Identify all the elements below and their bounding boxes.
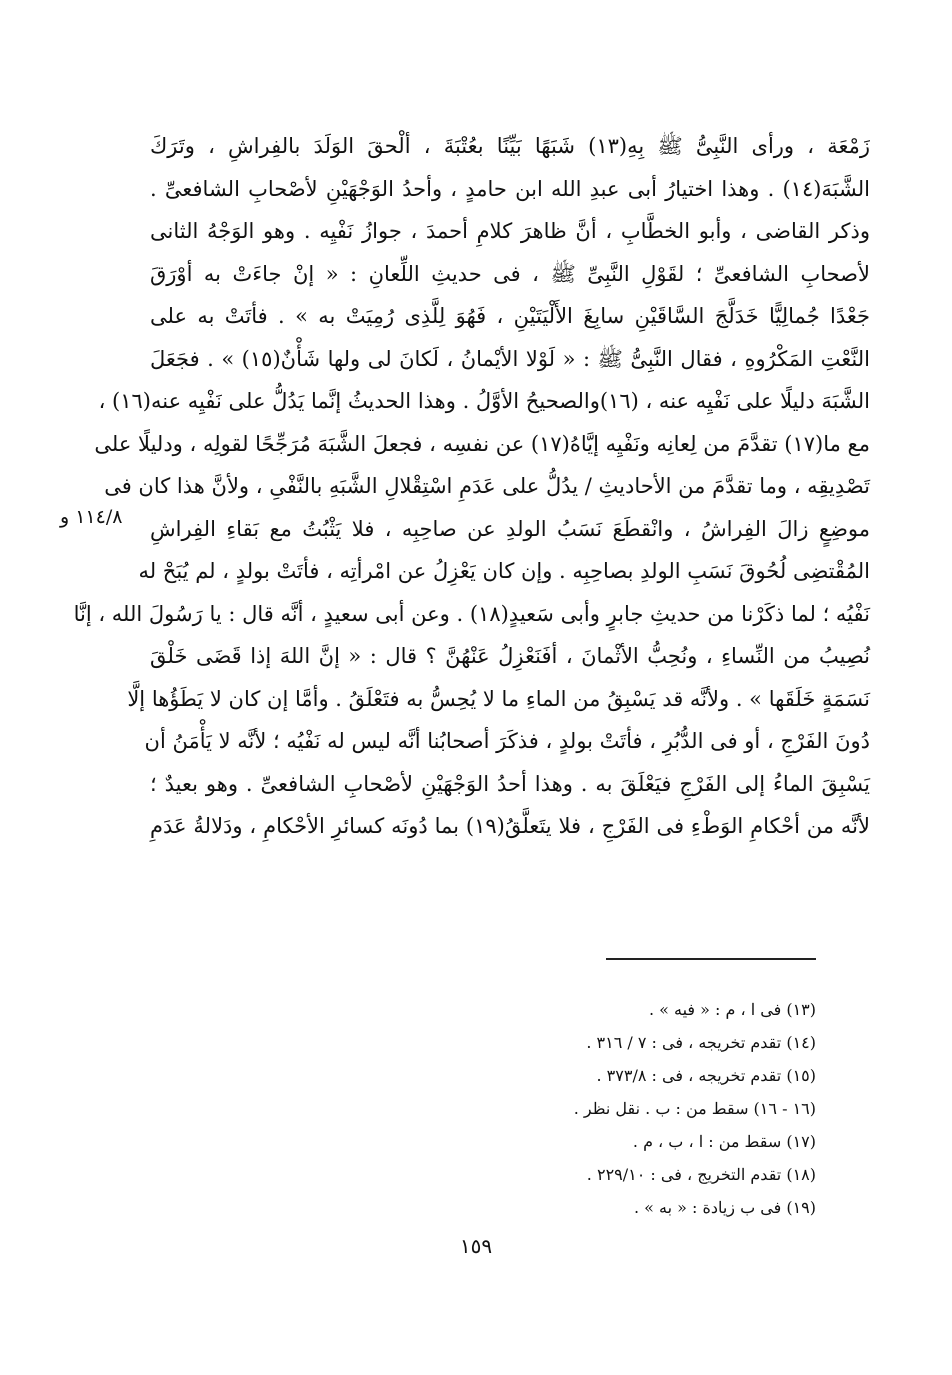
- footnote: (١٣) فى ا ، م : « فيه » .: [648, 1000, 816, 1019]
- text-line: مع ما(١٧) تقدَّمَ من لِعانِه ونَفْيِه إيَّاهُ(١٧) عن نفسِه ، فجعلَ الشَّبَهَ مُرَجِّحًا لقولِه ، ودليلًا على: [94, 431, 870, 456]
- text-line: يَسْبِقَ الماءُ إلى الفَرْجِ فيَعْلَقَ به . وهذا أحدُ الوَجْهَيْنِ لأصْحابِ الشافعىِّ . وهو بعيدٌ ؛: [150, 771, 870, 796]
- text-line: وذكر القاضى ، وأبو الخطَّابِ ، أنَّ ظاهرَ كلامِ أحمدَ ، جوازُ نَفْيِه . وهو الوَجْهُ الثانى: [150, 219, 870, 243]
- text-line: الشَّبَهَ(١٤) . وهذا اختيارُ أبى عبدِ الله ابن حامدٍ ، وأحدُ الوَجْهَيْنِ لأصْحابِ الشافعىِّ .: [150, 176, 870, 201]
- text-line: لأصحابِ الشافعىِّ ؛ لقَوْلِ النَّبِىِّ ﷺ ، فى حديثِ اللِّعانِ : « إنْ جاءَتْ به أوْرَقَ: [150, 261, 870, 286]
- text-line: جَعْدًا جُمالِيًّا خَدَلَّجَ السَّاقَيْنِ سابِغَ الأَلْيَتَيْنِ ، فَهُوَ لِلَّذِى رُمِيَتْ به » . فأتَتْ به على: [150, 304, 871, 328]
- text-line: النَّعْتِ المَكْرُوهِ ، فقال النَّبِىُّ ﷺ : « لَوْلا الأيْمانُ ، لَكانَ لى ولها شَأْنٌ(١٥) » . فجَعَلَ: [150, 346, 870, 371]
- footnote: (١٩) فى ب زيادة : « به » .: [633, 1198, 816, 1217]
- footnote: (١٧) سقط من : ا ، ب ، م .: [632, 1132, 816, 1151]
- text-line: نُصِيبُ من النِّساءِ ، ونُحِبُّ الأثْمانَ ، أفَنَعْزِلُ عَنْهُنَّ ؟ قال : « إنَّ اللهَ إذا قَضَى خَلْقَ: [150, 644, 870, 668]
- page-number: ١٥٩: [459, 1234, 493, 1258]
- text-line: الشَّبَهَ دليلًا على نَفْيِه عنه ، (١٦)والصحيحُ الأوَّلُ . وهذا الحديثُ إنَّما يَدُلُّ على نَفْيِه عنه(١٦) ،: [98, 389, 870, 413]
- margin-page-reference: ١١٤/٨ و: [60, 506, 123, 528]
- text-line: زَمْعَة ، ورأى النَّبِىُّ ﷺ بِهِ(١٣) شَبَهًا بَيِّنًا بعُتْبَةَ ، ألْحقَ الوَلَدَ بالفِراشِ ، وتَرَكَ: [150, 134, 871, 158]
- text-line: تَصْدِيقِه ، وما تقدَّمَ من الأحاديثِ / يدُلُّ على عَدَمِ اسْتِقْلالِ الشَّبَهِ بالنَّفْىِ ، ولأنَّ هذا كان فى: [104, 474, 870, 498]
- text-line: موضِعٍ زالَ الفِراشُ ، وانْقطَعَ نَسَبُ الولدِ عن صاحِبِه ، فلا يَثْبُتُ مع بَقاءِ الفِراشِ: [150, 516, 870, 541]
- footnotes: [480, 993, 816, 1224]
- text-line: دُونَ الفَرْجِ ، أو فى الدُّبُرِ ، فأتَتْ بولدٍ ، فذكَرَ أصحابُنا أنَّه ليس له نَفْيُه ؛ لأنَّه لا يَأْمَنُ أن: [144, 729, 870, 753]
- text-line: المُقْتضِى لُحُوقَ نَسَبِ الولدِ بصاحِبِه . وإن كان يَعْزِلُ عن امْرأتِه ، فأتَتْ بولدٍ ، لم يُبَحْ له: [138, 559, 870, 583]
- footnote: (١٦ - ١٦) سقط من : ب . نقل نظر .: [573, 1099, 816, 1118]
- text-line: نَفْيُه ؛ لما ذكَرْنا من حديثِ جابرٍ وأبى سَعيدٍ(١٨) . وعن أبى سعيدٍ ، أنَّه قال : يا رَسُولَ الله ، إنَّا: [73, 601, 870, 626]
- text-line: نَسَمَةٍ خَلَقَها » . ولأنَّه قد يَسْبِقُ من الماءِ ما لا يُحِسُّ به فتَعْلَقُ . وأمَّا إن كان لا يَطَؤُها إلَّا: [127, 686, 870, 711]
- text-line: لأنَّه من أحْكامِ الوَطْءِ فى الفَرْجِ ، فلا يتَعلَّقُ(١٩) بما دُونَه كسائرِ الأحْكامِ ، ودَلالةُ عَدَمِ: [150, 814, 870, 838]
- footnote: (١٤) تقدم تخريجه ، فى : ٧ / ٣١٦ .: [586, 1033, 816, 1052]
- footnote: (١٥) تقدم تخريجه ، فى : ٣٧٣/٨ .: [596, 1066, 816, 1085]
- footnote-separator: [606, 958, 816, 960]
- footnote: (١٨) تقدم التخريج ، فى : ٢٢٩/١٠ .: [586, 1165, 816, 1184]
